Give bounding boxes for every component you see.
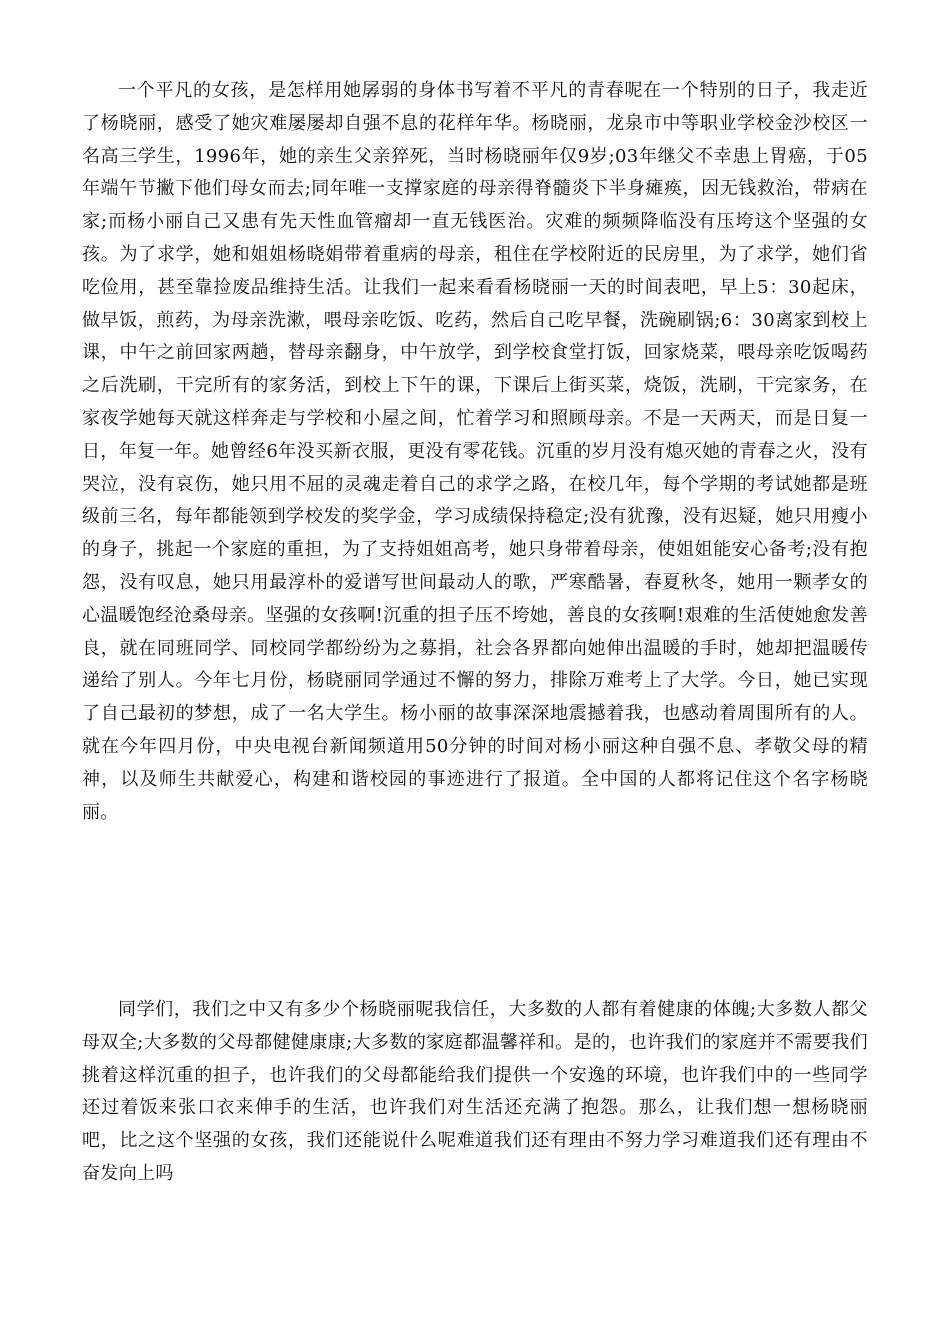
body-paragraph-2: 同学们，我们之中又有多少个杨晓丽呢我信任，大多数的人都有着健康的体魄;大多数人都父母双全;大多数的父母都健健康康;大多数的家庭都温馨祥和。是的，也许我们的家庭并不需要我们挑着这样沉重的担子，也许我们的父母都能给我们提供一个安逸的环境，也许我们中的一些同学还过着饭来张口衣来伸手的生活，也许我们对生活还充满了抱怨。那么，让我们想一想杨晓丽吧，比之这个坚强的女孩，我们还能说什么呢难道我们还有理由不努力学习难道我们还有理由不奋发向上吗 bbox=[82, 999, 868, 1184]
body-paragraph-1: 一个平凡的女孩，是怎样用她孱弱的身体书写着不平凡的青春呢在一个特别的日子，我走近了杨晓丽，感受了她灾难屡屡却自强不息的花样年华。杨晓丽，龙泉市中等职业学校金沙校区一名高三学生，1996年，她的亲生父亲猝死，当时杨晓丽年仅9岁;03年继父不幸患上胃癌，于05年端午节撇下他们母女而去;同年唯一支撑家庭的母亲得脊髓炎下半身瘫痪，因无钱救治，带病在家;而杨小丽自己又患有先天性血管瘤却一直无钱医治。灾难的频频降临没有压垮这个坚强的女孩。为了求学，她和姐姐杨晓娟带着重病的母亲，租住在学校附近的民房里，为了求学，她们省吃俭用，甚至靠捡废品维持生活。让我们一起来看看杨晓丽一天的时间表吧，早上5：30起床，做早饭，煎药，为母亲洗漱，喂母亲吃饭、吃药，然后自己吃早餐，洗碗刷锅;6：30离家到校上课，中午之前回家两趟，替母亲翻身，中午放学，到学校食堂打饭，回家烧菜，喂母亲吃饭喝药之后洗刷，干完所有的家务活，到校上下午的课，下课后上街买菜，烧饭，洗刷，干完家务，在家夜学她每天就这样奔走与学校和小屋之间，忙着学习和照顾母亲。不是一天两天，而是日复一日，年复一年。她曾经6年没买新衣服，更没有零花钱。沉重的岁月没有熄灭她的青春之火，没有哭泣，没有哀伤，她只用不屈的灵魂走着自己的求学之路，在校几年，每个学期的考试她都是班级前三名，每年都能领到学校发的奖学金，学习成绩保持稳定;没有犹豫，没有迟疑，她只用瘦小的身子，挑起一个家庭的重担，为了支持姐姐高考，她只身带着母亲，使姐姐能安心备考;没有抱怨，没有叹息，她只用最淳朴的爱谱写世间最动人的歌，严寒酷暑，春夏秋冬，她用一颗孝女的心温暖饱经沧桑母亲。坚强的女孩啊!沉重的担子压不垮她，善良的女孩啊!艰难的生活使她愈发善良，就在同班同学、同校同学都纷纷为之募捐，社会各界都向她伸出温暖的手时，她却把温暖传递给了别人。今年七月份，杨晓丽同学通过不懈的努力，排除万难考上了大学。今日，她已实现了自己最初的梦想，成了一名大学生。杨小丽的故事深深地震撼着我，也感动着周围所有的人。就在今年四月份，中央电视台新闻频道用50分钟的时间对杨小丽这种自强不息、孝敬父母的精神，以及师生共献爱心，构建和谐校园的事迹进行了报道。全中国的人都将记住这个名字杨晓丽。 bbox=[82, 80, 868, 823]
